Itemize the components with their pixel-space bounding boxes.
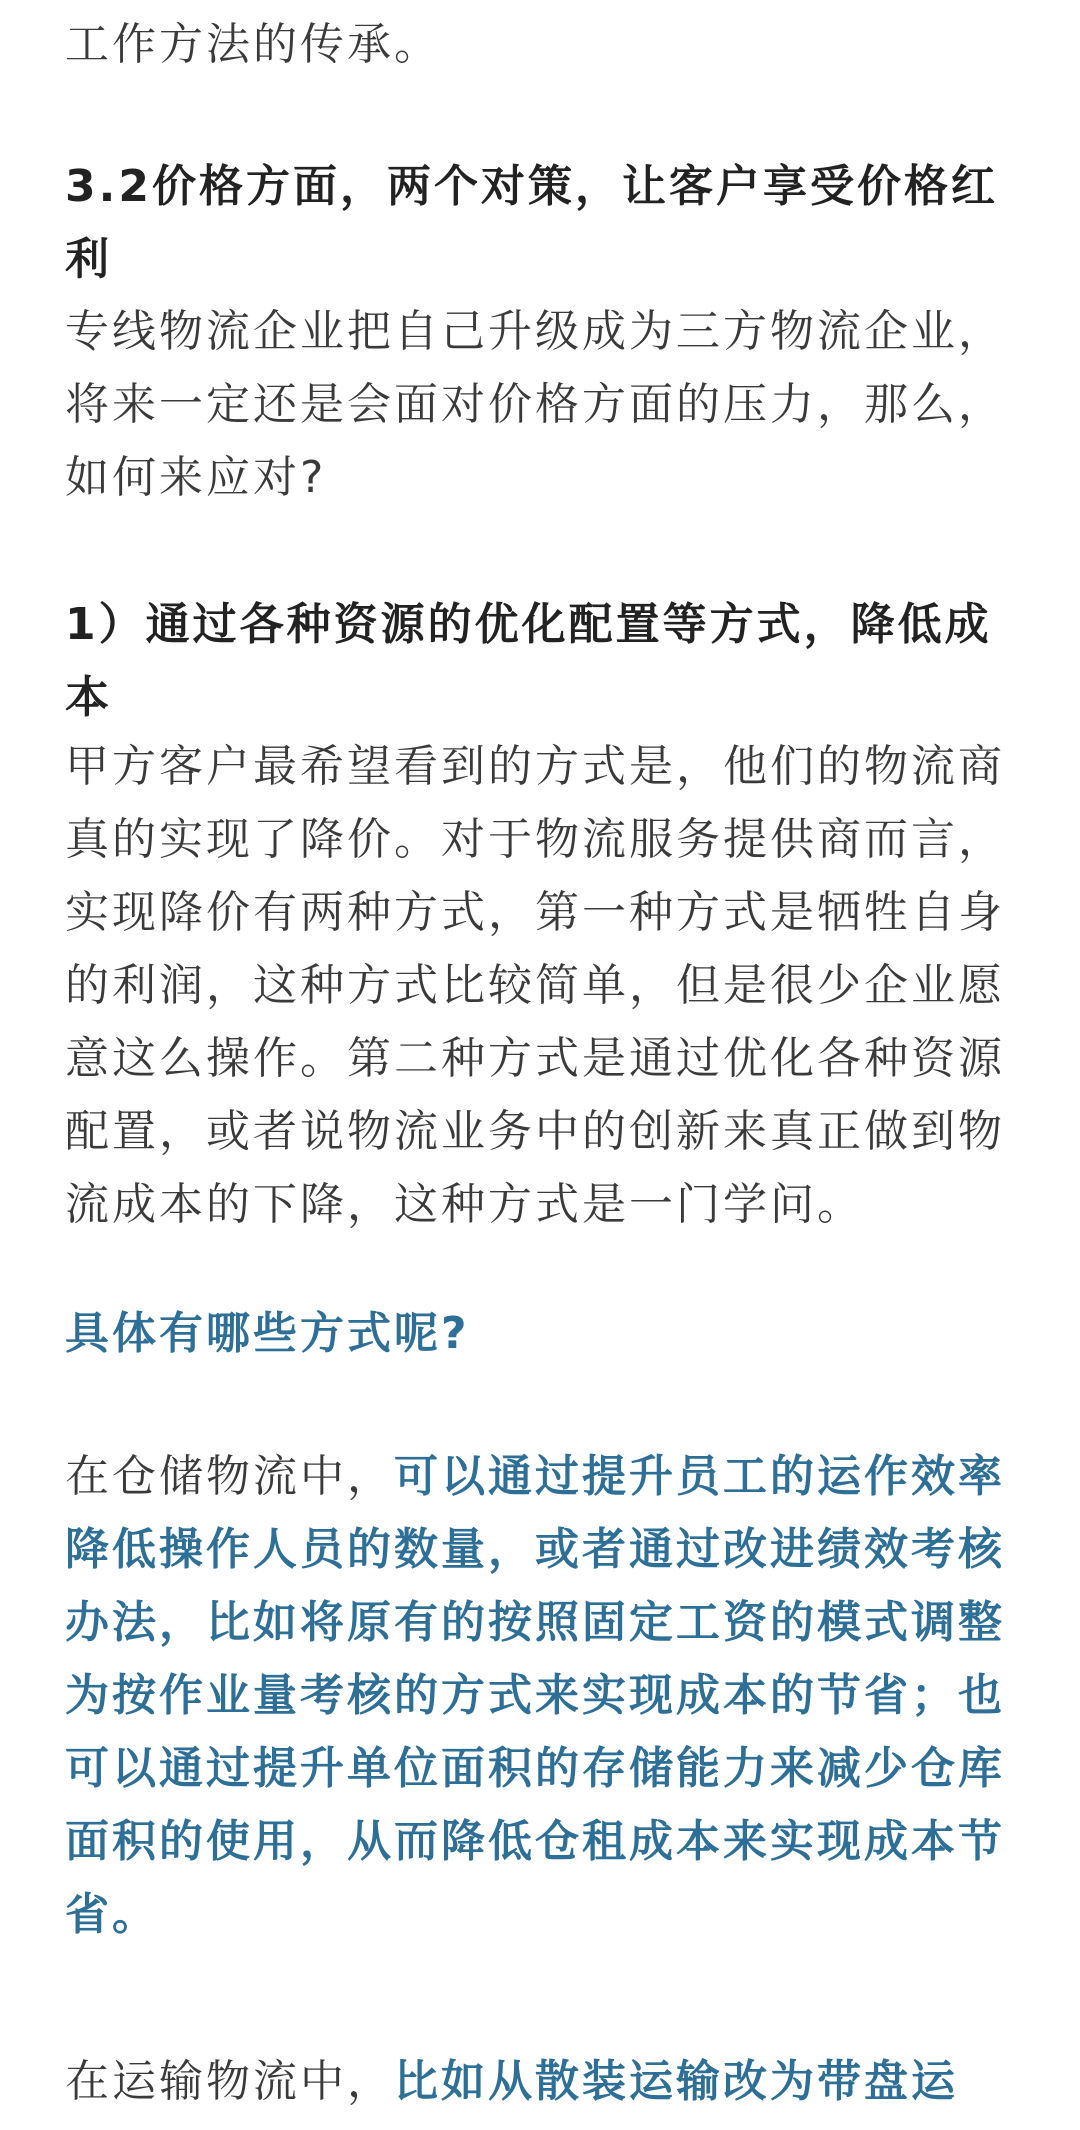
warehouse-highlight: 可以通过提升员工的运作效率降低操作人员的数量，或者通过改进绩效考核办法，比如将原有的按照固定工资的模式调整为按作业量考核的方式来实现成本的节省；也可以通过提升单位面积的存储能力来减少仓库面积的使用，从而降低仓租成本来实现成本节省。 (65, 1451, 1005, 1940)
warehouse-prefix: 在仓储物流中， (65, 1451, 394, 1502)
paragraph-transport-logistics (65, 2045, 958, 2118)
highlight-question: 具体有哪些方式呢? (65, 1308, 470, 1359)
paragraph-continuation: 工作方法的传承。 (65, 19, 441, 70)
paragraph-warehouse-logistics (65, 1440, 1015, 1951)
subheading-cost-reduction: 1）通过各种资源的优化配置等方式，降低成本 (65, 599, 992, 723)
transport-highlight: 比如从散装运输改为带盘运 (394, 2056, 958, 2107)
paragraph-price-methods: 甲方客户最希望看到的方式是，他们的物流商真的实现了降价。对于物流服务提供商而言，实现降价有两种方式，第一种方式是牺牲自身的利润，这种方式比较简单，但是很少企业愿意这么操作。第二种方式是通过优化各种资源配置，或者说物流业务中的创新来真正做到物流成本的下降，这种方式是一门学问。 (65, 741, 1005, 1230)
section-heading-3-2: 3.2价格方面，两个对策，让客户享受价格红利 (65, 161, 998, 285)
transport-prefix: 在运输物流中， (65, 2056, 394, 2107)
paragraph-intro: 专线物流企业把自己升级成为三方物流企业，将来一定还是会面对价格方面的压力，那么，如何来应对? (65, 306, 1005, 503)
